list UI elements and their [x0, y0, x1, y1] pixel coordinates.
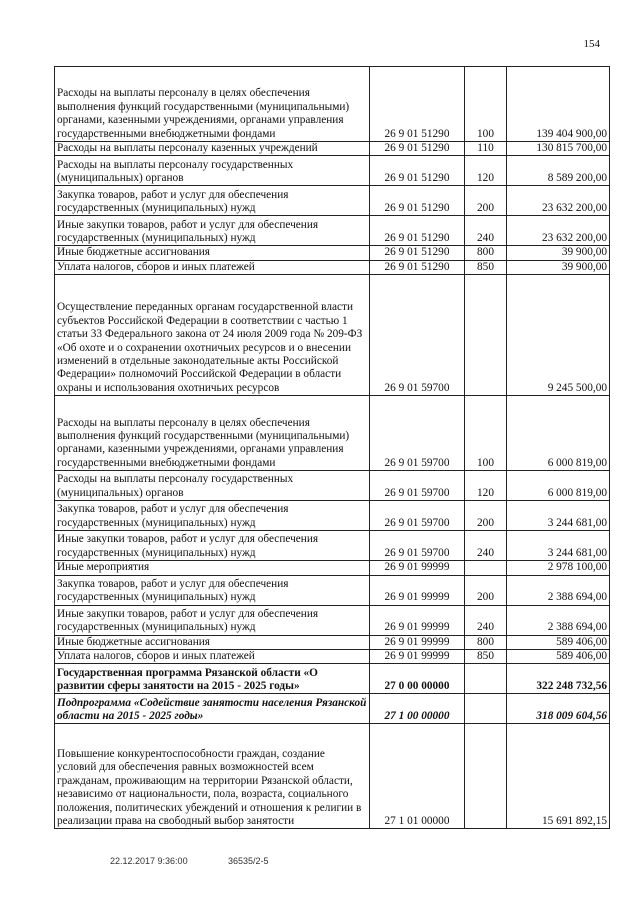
footer-timestamp: 22.12.2017 9:36:00: [110, 856, 188, 866]
row-name: Повышение конкурентоспособности граждан, создание условий для обеспечения равных возможностей всем гражданам, проживающим на территории Рязанской области, независимо от национальности, пола, возраста, социального положения, политических убеждений и отношения к религии в реализации права на свободный выбор занятости: [55, 724, 370, 829]
row-name: Уплата налогов, сборов и иных платежей: [55, 650, 370, 664]
row-name: Закупка товаров, работ и услуг для обеспечения государственных (муниципальных) нужд: [55, 501, 370, 531]
row-name: Расходы на выплаты персоналу в целях обеспечения выполнения функций государственными (муниципальными) органами, казенными учреждениями, органами управления государственными внебюджетными фондами: [55, 67, 370, 142]
row-type: 850: [465, 650, 507, 664]
row-type: [465, 694, 507, 724]
table-row: [55, 186, 610, 216]
row-amount: 9 245 500,00: [507, 275, 610, 396]
row-code: 26 9 01 59700: [370, 396, 465, 471]
row-type: 240: [465, 531, 507, 561]
row-type: [465, 664, 507, 694]
row-name: Иные мероприятия: [55, 561, 370, 575]
budget-table: [54, 66, 610, 829]
row-amount: 2 388 694,00: [507, 575, 610, 605]
page-number: 154: [583, 38, 600, 50]
row-code: 26 9 01 51290: [370, 216, 465, 246]
row-name: Расходы на выплаты персоналу в целях обеспечения выполнения функций государственными (муниципальными) органами, казенными учреждениями, органами управления государственными внебюджетными фондами: [55, 396, 370, 471]
table-row: [55, 246, 610, 260]
row-type: 800: [465, 246, 507, 260]
row-amount: 2 388 694,00: [507, 605, 610, 635]
row-code: 26 9 01 51290: [370, 186, 465, 216]
table-row: [55, 216, 610, 246]
row-code: 26 9 01 51290: [370, 156, 465, 186]
row-amount: 3 244 681,00: [507, 501, 610, 531]
row-amount: 130 815 700,00: [507, 142, 610, 156]
table-row: [55, 605, 610, 635]
row-name: Иные закупки товаров, работ и услуг для обеспечения государственных (муниципальных) нужд: [55, 216, 370, 246]
row-amount: 589 406,00: [507, 650, 610, 664]
row-type: 800: [465, 635, 507, 649]
table-row: [55, 650, 610, 664]
row-amount: 6 000 819,00: [507, 396, 610, 471]
row-amount: 6 000 819,00: [507, 471, 610, 501]
table-row: [55, 275, 610, 396]
row-name: Иные бюджетные ассигнования: [55, 635, 370, 649]
row-code: 26 9 01 51290: [370, 142, 465, 156]
row-amount: 139 404 900,00: [507, 67, 610, 142]
table-row: [55, 724, 610, 829]
row-code: 26 9 01 51290: [370, 246, 465, 260]
table-row: [55, 142, 610, 156]
row-type: 200: [465, 575, 507, 605]
table-row: [55, 471, 610, 501]
table-row-program: [55, 664, 610, 694]
row-type: 100: [465, 396, 507, 471]
row-type: 110: [465, 142, 507, 156]
footer-doc-code: 36535/2-5: [228, 856, 269, 866]
row-name: Уплата налогов, сборов и иных платежей: [55, 260, 370, 274]
row-name: Закупка товаров, работ и услуг для обеспечения государственных (муниципальных) нужд: [55, 575, 370, 605]
row-code: 26 9 01 51290: [370, 260, 465, 274]
row-code: 26 9 01 59700: [370, 471, 465, 501]
row-type: 120: [465, 156, 507, 186]
row-amount: 318 009 604,56: [507, 694, 610, 724]
table-row: [55, 260, 610, 274]
row-code: 26 9 01 99999: [370, 635, 465, 649]
row-type: [465, 275, 507, 396]
table-row: [55, 561, 610, 575]
row-code: 26 9 01 99999: [370, 561, 465, 575]
row-amount: 8 589 200,00: [507, 156, 610, 186]
row-name: Иные закупки товаров, работ и услуг для обеспечения государственных (муниципальных) нужд: [55, 605, 370, 635]
row-code: 26 9 01 99999: [370, 650, 465, 664]
row-code: 26 9 01 59700: [370, 275, 465, 396]
row-name: Закупка товаров, работ и услуг для обеспечения государственных (муниципальных) нужд: [55, 186, 370, 216]
row-type: 240: [465, 605, 507, 635]
row-amount: 39 900,00: [507, 260, 610, 274]
row-type: 240: [465, 216, 507, 246]
row-type: 850: [465, 260, 507, 274]
row-amount: 2 978 100,00: [507, 561, 610, 575]
row-name: Расходы на выплаты персоналу казенных учреждений: [55, 142, 370, 156]
table-row: [55, 67, 610, 142]
row-amount: 589 406,00: [507, 635, 610, 649]
row-name: Расходы на выплаты персоналу государственных (муниципальных) органов: [55, 156, 370, 186]
budget-table-body: [55, 67, 610, 829]
row-name: Расходы на выплаты персоналу государственных (муниципальных) органов: [55, 471, 370, 501]
row-amount: 15 691 892,15: [507, 724, 610, 829]
row-type: 120: [465, 471, 507, 501]
row-code: 26 9 01 59700: [370, 501, 465, 531]
row-code: 26 9 01 59700: [370, 531, 465, 561]
table-row: [55, 156, 610, 186]
row-type: 200: [465, 501, 507, 531]
row-type: [465, 561, 507, 575]
row-amount: 39 900,00: [507, 246, 610, 260]
row-amount: 23 632 200,00: [507, 186, 610, 216]
table-row: [55, 501, 610, 531]
row-type: [465, 724, 507, 829]
row-amount: 23 632 200,00: [507, 216, 610, 246]
row-name: Осуществление переданных органам государственной власти субъектов Российской Федерации в соответствии с частью 1 статьи 33 Федерального закона от 24 июля 2009 года № 209-ФЗ «Об охоте и о сохранении охотничьих ресурсов и о внесении изменений в отдельные законодательные акты Российской Федерации» полномочий Российской Федерации в области охраны и использования охотничьих ресурсов: [55, 275, 370, 396]
row-name: Государственная программа Рязанской области «О развитии сферы занятости на 2015 - 2025 годы»: [55, 664, 370, 694]
table-row: [55, 531, 610, 561]
row-code: 27 0 00 00000: [370, 664, 465, 694]
row-code: 27 1 00 00000: [370, 694, 465, 724]
row-code: 26 9 01 99999: [370, 605, 465, 635]
row-name: Подпрограмма «Содействие занятости населения Рязанской области на 2015 - 2025 годы»: [55, 694, 370, 724]
table-row-subprogram: [55, 694, 610, 724]
row-amount: 3 244 681,00: [507, 531, 610, 561]
row-name: Иные закупки товаров, работ и услуг для обеспечения государственных (муниципальных) нужд: [55, 531, 370, 561]
row-type: 100: [465, 67, 507, 142]
row-code: 26 9 01 51290: [370, 67, 465, 142]
table-row: [55, 396, 610, 471]
row-type: 200: [465, 186, 507, 216]
row-amount: 322 248 732,56: [507, 664, 610, 694]
row-code: 26 9 01 99999: [370, 575, 465, 605]
table-row: [55, 575, 610, 605]
table-row: [55, 635, 610, 649]
row-code: 27 1 01 00000: [370, 724, 465, 829]
row-name: Иные бюджетные ассигнования: [55, 246, 370, 260]
